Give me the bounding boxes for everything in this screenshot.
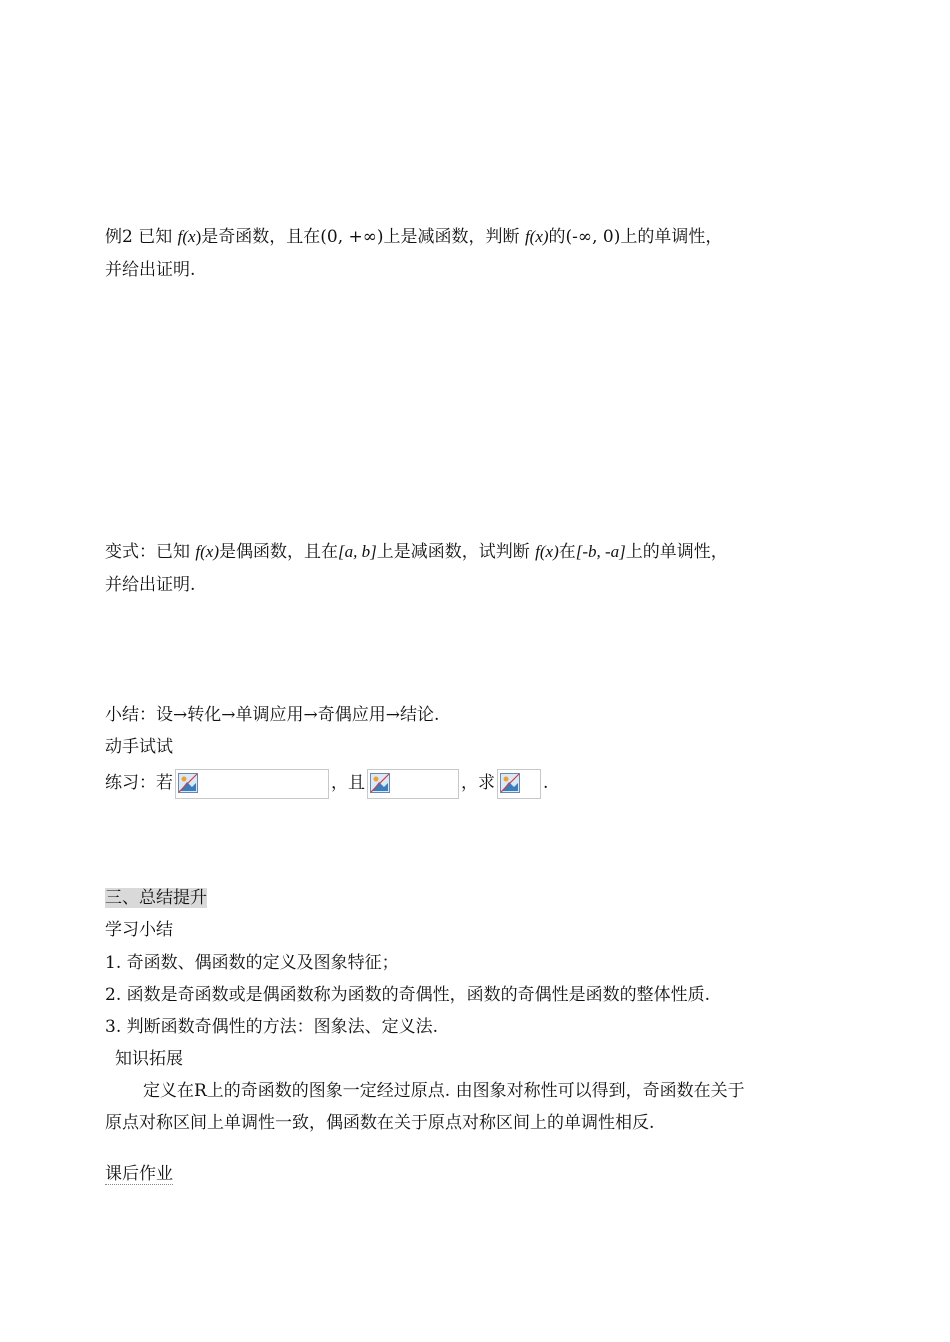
variant-line2: 并给出证明. <box>105 575 196 595</box>
variant-fx2: f(x) <box>535 542 559 561</box>
section3-heading-text: 三、总结提升 <box>105 888 207 908</box>
variant-interval2: [-b, -a] <box>575 542 626 561</box>
exercise-mid2: ，求 <box>461 773 495 793</box>
broken-image-icon <box>370 773 390 793</box>
example2-x: x <box>188 227 196 246</box>
exercise-mid1: ，且 <box>331 773 365 793</box>
broken-image-icon <box>178 773 198 793</box>
section3-heading <box>105 887 207 909</box>
summary-item-3: 3. 判断函数奇偶性的方法：图象法、定义法. <box>105 1017 439 1037</box>
study-summary-heading: 学习小结 <box>105 920 173 940</box>
example2-fx: f(x) <box>524 227 549 246</box>
example2-label: 例2 已知 <box>105 227 173 247</box>
variant-text-d: 上的单调性， <box>625 542 728 562</box>
summary-line: 小结：设→转化→单调应用→奇偶应用→结论. <box>105 705 440 725</box>
example2-interval1: (0, +∞) <box>320 227 384 247</box>
example2-text-a: 是奇函数，且在 <box>201 227 321 247</box>
example2-text-d: 上的单调性， <box>620 227 723 247</box>
exercise-line <box>105 768 548 800</box>
example2-interval2: (-∞, 0) <box>565 227 621 247</box>
homework-text: 课后作业 <box>105 1164 173 1184</box>
variant-fx: f(x) <box>195 542 219 561</box>
missing-image-1 <box>175 769 329 799</box>
variant-label: 变式：已知 <box>105 542 190 562</box>
example2-text-b: 上是减函数，判断 <box>383 227 520 247</box>
summary-item-2: 2. 函数是奇函数或是偶函数称为函数的奇偶性，函数的奇偶性是函数的整体性质. <box>105 985 711 1005</box>
missing-image-2 <box>367 769 459 799</box>
example2-line2: 并给出证明. <box>105 260 196 280</box>
variant-text-c: 在 <box>558 542 576 562</box>
exercise-prefix: 练习：若 <box>105 773 173 793</box>
knowledge-heading: 知识拓展 <box>115 1049 183 1069</box>
example2-close: ) <box>195 227 202 246</box>
variant-line1 <box>105 541 728 563</box>
example2-f-open: f( <box>177 227 189 246</box>
missing-image-3 <box>497 769 541 799</box>
broken-image-icon <box>500 773 520 793</box>
summary-item-1: 1. 奇函数、偶函数的定义及图象特征； <box>105 953 399 973</box>
exercise-end: . <box>543 773 549 793</box>
example2-line1 <box>105 226 722 248</box>
homework-heading <box>105 1163 173 1185</box>
knowledge-line2: 原点对称区间上单调性一致，偶函数在关于原点对称区间上的单调性相反. <box>105 1113 655 1133</box>
example2-text-c: 的 <box>548 227 566 247</box>
variant-text-a: 是偶函数，且在 <box>219 542 338 562</box>
try-heading: 动手试试 <box>105 737 173 757</box>
variant-interval1: [a, b] <box>338 542 377 561</box>
knowledge-line1: 定义在R上的奇函数的图象一定经过原点. 由图象对称性可以得到，奇函数在关于 <box>143 1081 745 1101</box>
variant-text-b: 上是减函数，试判断 <box>376 542 530 562</box>
